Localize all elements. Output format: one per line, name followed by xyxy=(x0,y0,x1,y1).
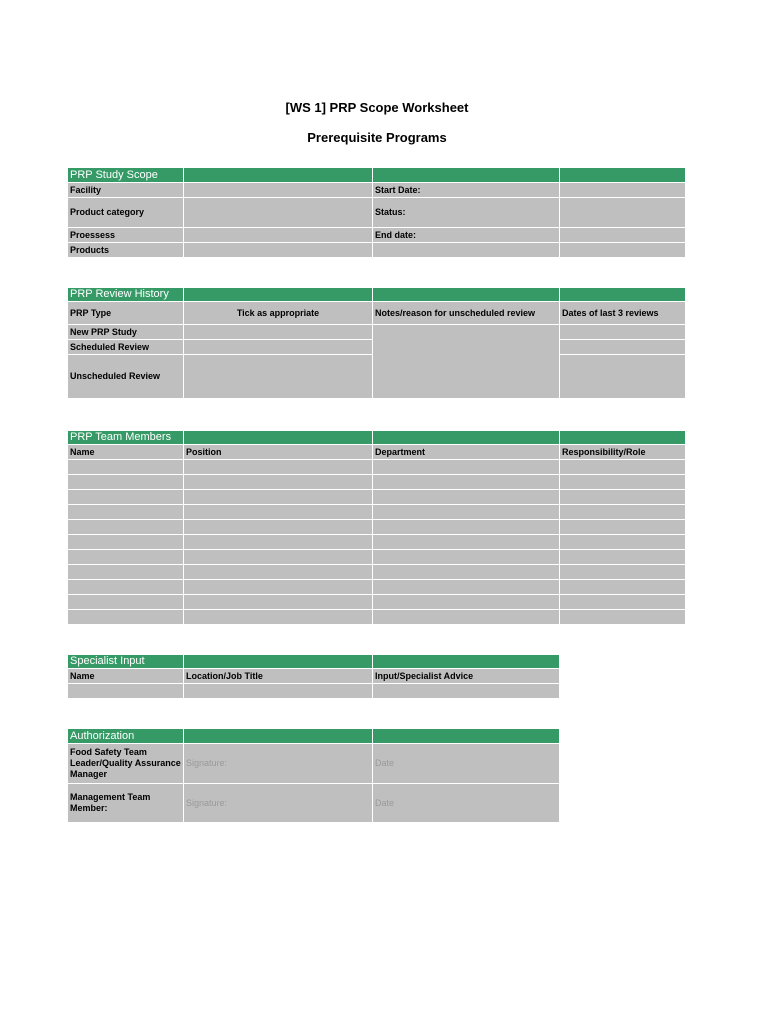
team-entry-cell[interactable] xyxy=(68,595,184,610)
member-label: Management Team Member: xyxy=(68,784,184,823)
table-row xyxy=(68,595,686,610)
scope-blank-cell[interactable] xyxy=(373,243,560,258)
unscheduled-label: Unscheduled Review xyxy=(68,355,184,399)
team-entry-cell[interactable] xyxy=(560,595,686,610)
team-entry-cell[interactable] xyxy=(184,505,373,520)
member-date-cell[interactable]: Date xyxy=(373,784,560,823)
specialist-location-cell[interactable] xyxy=(184,684,373,699)
team-entry-cell[interactable] xyxy=(68,490,184,505)
processes-label: Proessess xyxy=(68,228,184,243)
products-label: Products xyxy=(68,243,184,258)
team-entry-cell[interactable] xyxy=(373,565,560,580)
products-cell[interactable] xyxy=(184,243,373,258)
tick-cell[interactable] xyxy=(184,355,373,399)
notes-label: Notes/reason for unscheduled review xyxy=(373,302,560,325)
scope-header: PRP Study Scope xyxy=(68,168,184,183)
team-entry-cell[interactable] xyxy=(68,535,184,550)
team-entry-cell[interactable] xyxy=(560,520,686,535)
table-row xyxy=(68,580,686,595)
processes-cell[interactable] xyxy=(184,228,373,243)
tick-label: Tick as appropriate xyxy=(184,302,373,325)
table-row xyxy=(68,550,686,565)
table-row xyxy=(68,565,686,580)
table-row xyxy=(68,460,686,475)
team-entry-cell[interactable] xyxy=(184,580,373,595)
team-entry-cell[interactable] xyxy=(560,460,686,475)
team-entry-cell[interactable] xyxy=(68,505,184,520)
team-entry-cell[interactable] xyxy=(560,475,686,490)
team-entry-cell[interactable] xyxy=(373,460,560,475)
specialist-header: Specialist Input xyxy=(68,655,184,669)
team-entry-cell[interactable] xyxy=(184,535,373,550)
team-entry-cell[interactable] xyxy=(184,595,373,610)
specialist-col-advice: Input/Specialist Advice xyxy=(373,669,560,684)
team-entry-cell[interactable] xyxy=(373,520,560,535)
review-date-cell[interactable] xyxy=(560,340,686,355)
team-entry-cell[interactable] xyxy=(184,460,373,475)
team-entry-cell[interactable] xyxy=(184,490,373,505)
leader-label: Food Safety Team Leader/Quality Assurance Manager xyxy=(68,744,184,784)
scheduled-label: Scheduled Review xyxy=(68,340,184,355)
specialist-col-name: Name xyxy=(68,669,184,684)
team-entry-cell[interactable] xyxy=(560,535,686,550)
team-col-department: Department xyxy=(373,445,560,460)
table-row xyxy=(68,610,686,625)
team-entry-cell[interactable] xyxy=(560,550,686,565)
team-col-role: Responsibility/Role xyxy=(560,445,686,460)
team-entry-cell[interactable] xyxy=(560,505,686,520)
team-entry-cell[interactable] xyxy=(560,580,686,595)
team-entry-cell[interactable] xyxy=(373,490,560,505)
end-date-label: End date: xyxy=(373,228,560,243)
team-entry-cell[interactable] xyxy=(68,565,184,580)
specialist-table xyxy=(67,654,560,699)
status-cell[interactable] xyxy=(560,198,686,228)
specialist-advice-cell[interactable] xyxy=(373,684,560,699)
team-entry-cell[interactable] xyxy=(560,565,686,580)
leader-date-cell[interactable]: Date xyxy=(373,744,560,784)
review-header: PRP Review History xyxy=(68,288,184,302)
team-entry-cell[interactable] xyxy=(373,505,560,520)
start-date-label: Start Date: xyxy=(373,183,560,198)
authorization-header: Authorization xyxy=(68,729,184,744)
table-row xyxy=(68,535,686,550)
document-subtitle: Prerequisite Programs xyxy=(307,130,447,145)
product-category-cell[interactable] xyxy=(184,198,373,228)
authorization-table xyxy=(67,728,560,823)
team-col-position: Position xyxy=(184,445,373,460)
leader-signature-cell[interactable]: Signature: xyxy=(184,744,373,784)
review-date-cell[interactable] xyxy=(560,355,686,399)
table-row xyxy=(68,520,686,535)
team-entry-cell[interactable] xyxy=(560,610,686,625)
new-study-label: New PRP Study xyxy=(68,325,184,340)
team-entry-cell[interactable] xyxy=(68,550,184,565)
table-row xyxy=(68,505,686,520)
team-entry-cell[interactable] xyxy=(560,490,686,505)
facility-cell[interactable] xyxy=(184,183,373,198)
table-row xyxy=(68,490,686,505)
prp-type-label: PRP Type xyxy=(68,302,184,325)
team-entry-cell[interactable] xyxy=(373,580,560,595)
specialist-col-location: Location/Job Title xyxy=(184,669,373,684)
dates-label: Dates of last 3 reviews xyxy=(560,302,686,325)
team-entry-cell[interactable] xyxy=(184,520,373,535)
specialist-name-cell[interactable] xyxy=(68,684,184,699)
team-entry-cell[interactable] xyxy=(68,460,184,475)
team-entry-cell[interactable] xyxy=(373,535,560,550)
review-table xyxy=(67,287,686,399)
team-entry-cell[interactable] xyxy=(184,565,373,580)
member-signature-cell[interactable]: Signature: xyxy=(184,784,373,823)
team-entry-cell[interactable] xyxy=(373,475,560,490)
team-entry-cell[interactable] xyxy=(184,475,373,490)
tick-cell[interactable] xyxy=(184,325,373,340)
scope-table xyxy=(67,167,686,258)
team-entry-cell[interactable] xyxy=(184,550,373,565)
table-row xyxy=(68,475,686,490)
team-entry-cell[interactable] xyxy=(373,550,560,565)
team-table xyxy=(67,430,686,625)
tick-cell[interactable] xyxy=(184,340,373,355)
scope-blank-cell[interactable] xyxy=(560,243,686,258)
team-entry-cell[interactable] xyxy=(373,610,560,625)
team-header: PRP Team Members xyxy=(68,431,184,445)
product-category-label: Product category xyxy=(68,198,184,228)
team-entry-cell[interactable] xyxy=(373,595,560,610)
review-date-cell[interactable] xyxy=(560,325,686,340)
start-date-cell[interactable] xyxy=(560,183,686,198)
status-label: Status: xyxy=(373,198,560,228)
document-title: [WS 1] PRP Scope Worksheet xyxy=(285,100,469,115)
team-entry-cell[interactable] xyxy=(68,520,184,535)
team-entry-cell[interactable] xyxy=(68,580,184,595)
notes-cell[interactable] xyxy=(373,325,560,399)
team-entry-cell[interactable] xyxy=(68,475,184,490)
team-col-name: Name xyxy=(68,445,184,460)
facility-label: Facility xyxy=(68,183,184,198)
end-date-cell[interactable] xyxy=(560,228,686,243)
team-entry-cell[interactable] xyxy=(184,610,373,625)
team-entry-cell[interactable] xyxy=(68,610,184,625)
